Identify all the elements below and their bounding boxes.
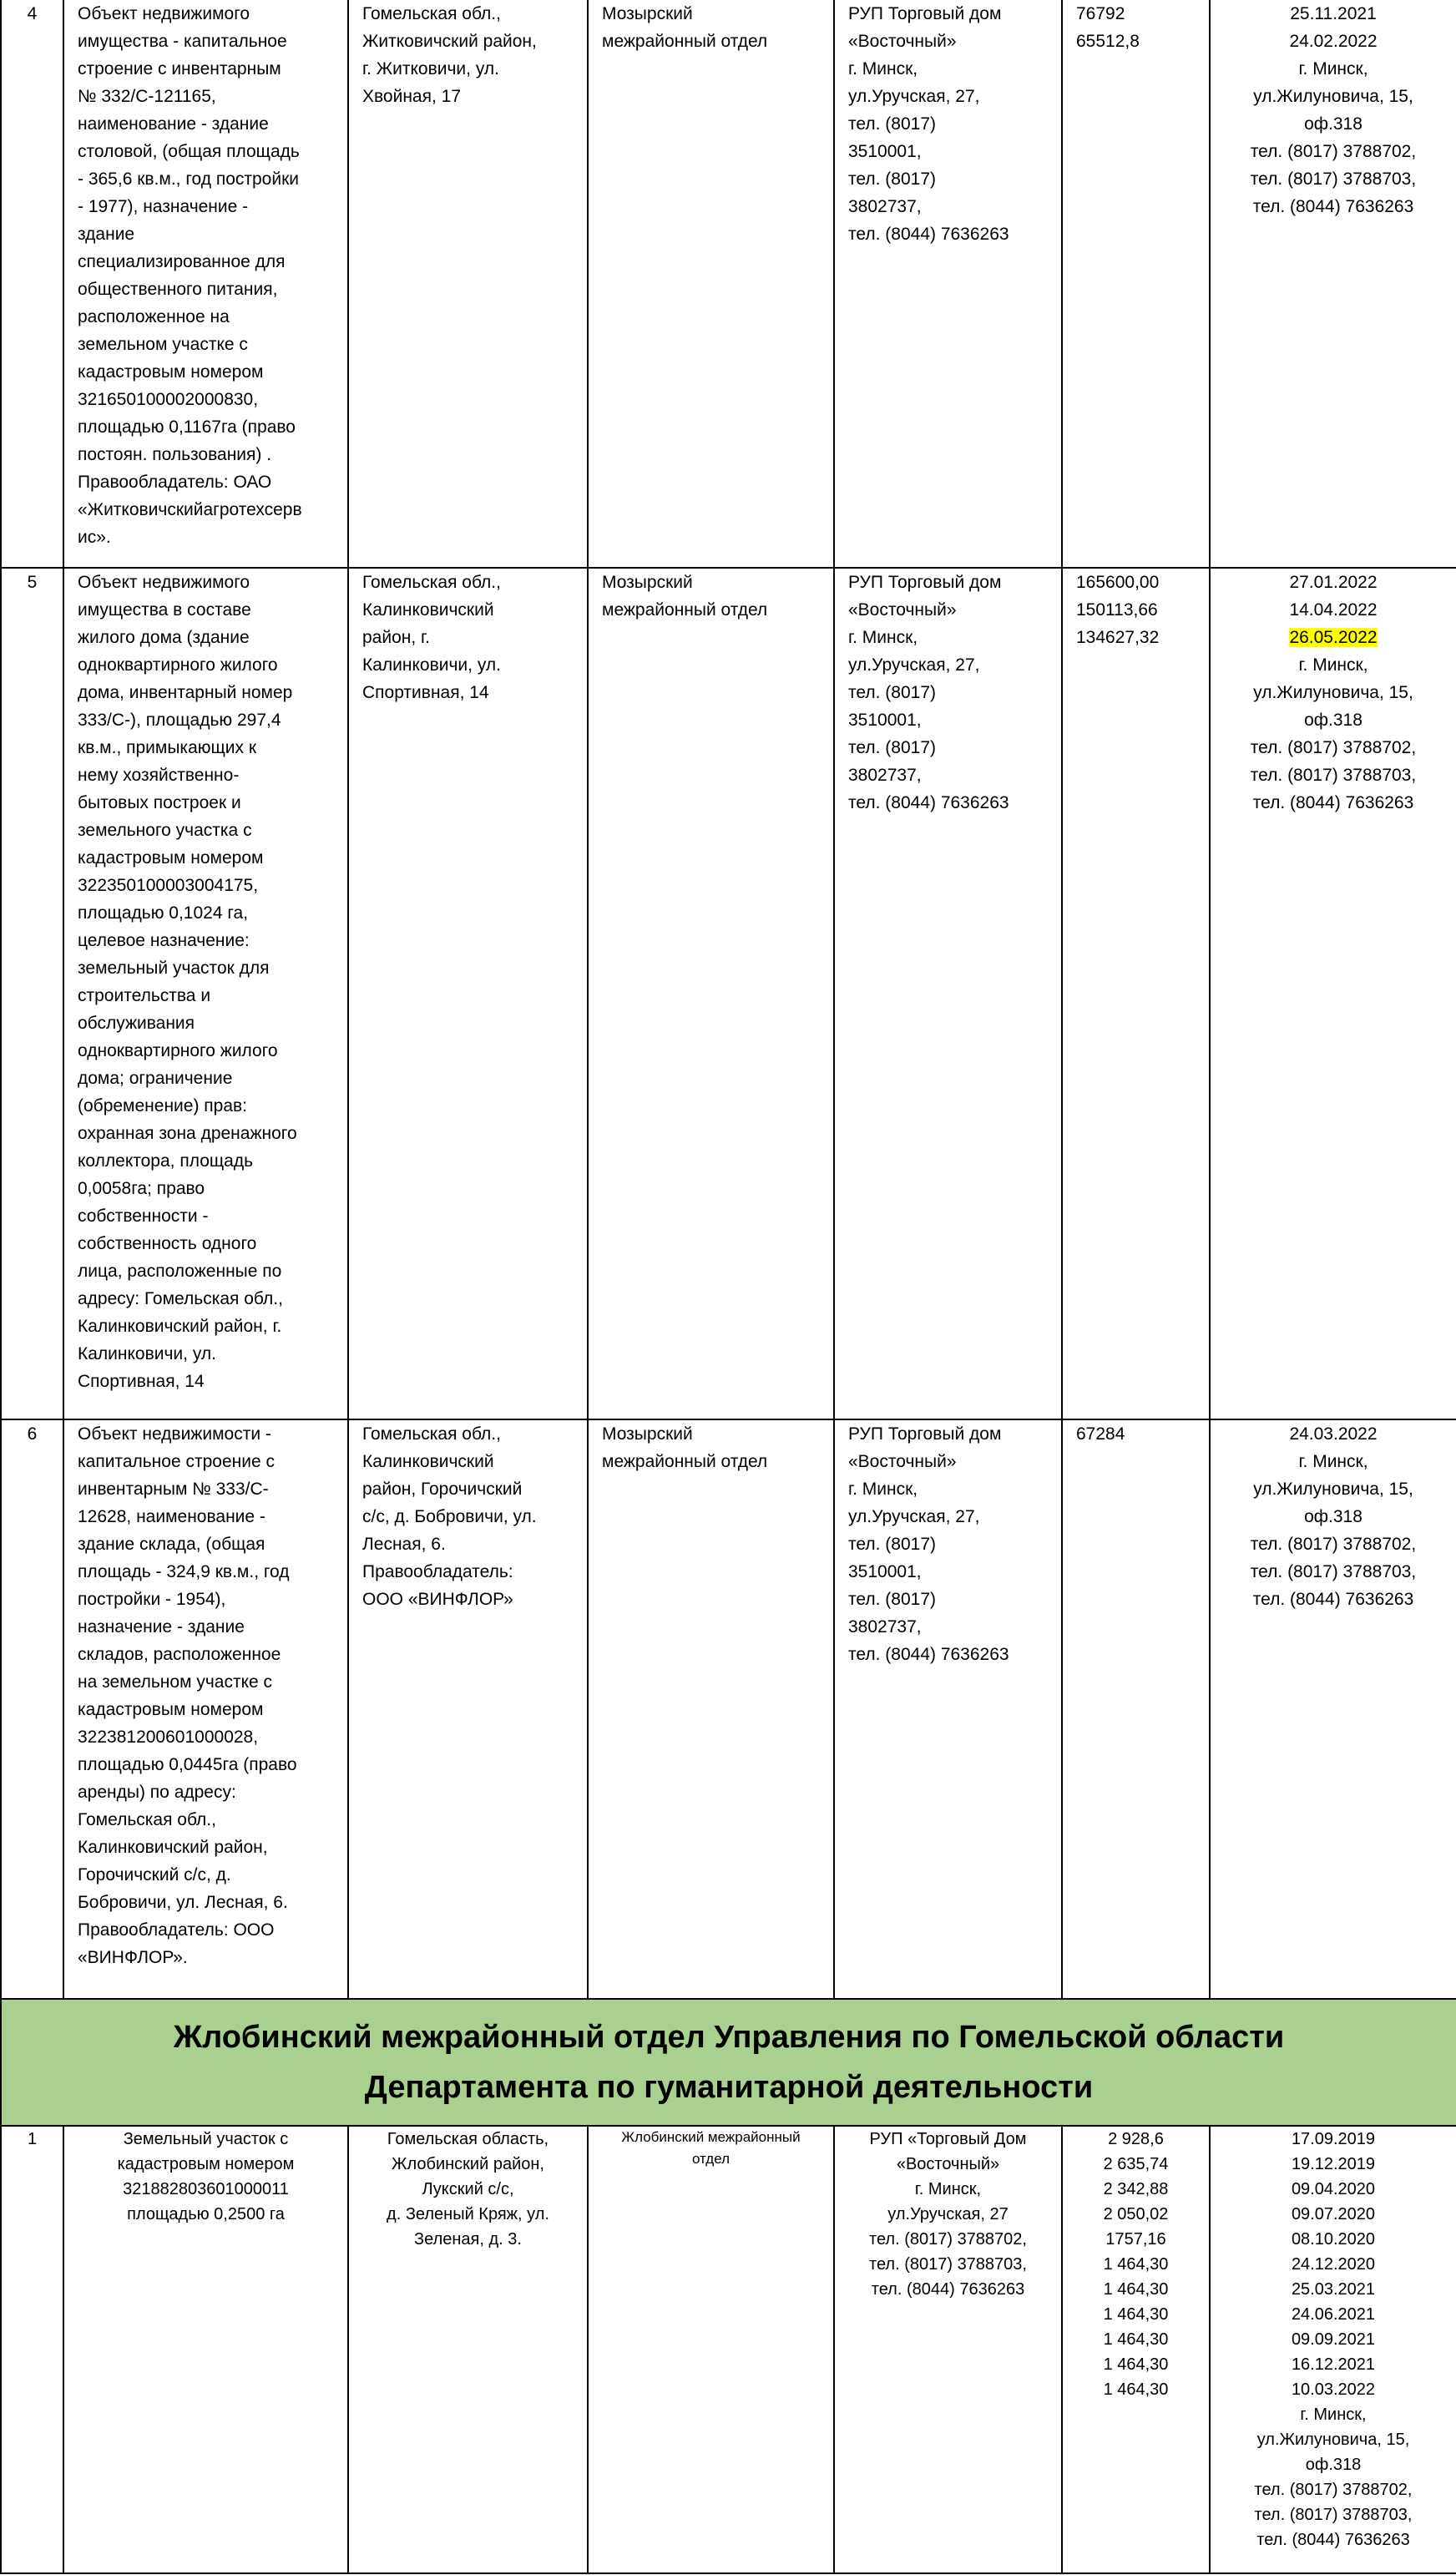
cell-line: имущества - капитальное (78, 32, 287, 51)
cell-line: расположенное на (78, 307, 230, 326)
cell-line: собственности - (78, 1207, 209, 1226)
cell-line: тел. (8017) (848, 114, 936, 134)
cell-line: 65512,8 (1076, 32, 1140, 51)
cell-line: земельного участка с (78, 821, 252, 840)
cell-line: кадастровым номером (78, 848, 264, 868)
cell-line: «Восточный» (896, 2155, 1000, 2173)
cell-line: Объект недвижимого (78, 573, 250, 592)
auction-place-line: тел. (8017) 3788703, (1250, 766, 1417, 785)
auction-place-line: тел. (8017) 3788703, (1250, 169, 1417, 189)
cell-line: земельном участке с (78, 335, 248, 354)
cell-line: бытовых построек и (78, 793, 241, 812)
cell-line: назначение - здание (78, 1617, 245, 1637)
auction-place-line: тел. (8017) 3788703, (1254, 2506, 1413, 2524)
section-header-row (1, 1999, 1456, 2126)
cell-line: на земельном участке с (78, 1672, 273, 1692)
cell-line: коллектора, площадь (78, 1151, 254, 1171)
cell-line: Мозырский (602, 573, 693, 592)
cell-line: г. Житковичи, ул. (362, 59, 499, 78)
auction-place-line: ул.Жилуновича, 15, (1253, 683, 1413, 702)
lot-location (348, 0, 588, 568)
auction-place-line: тел. (8017) 3788702, (1250, 738, 1417, 757)
auction-place-line: ул.Жилуновича, 15, (1256, 2431, 1410, 2449)
cell-line: наименование - здание (78, 114, 269, 134)
auction-date: 24.02.2022 (1289, 32, 1378, 51)
lot-number: 6 (1, 1419, 63, 1999)
cell-line: Калинковичи, ул. (78, 1344, 216, 1363)
cell-line: целевое назначение: (78, 931, 250, 950)
cell-line: «Житковичскийагротехсерв (78, 500, 302, 519)
cell-line: тел. (8017) (848, 738, 936, 757)
section-header-line1: Жлобинский межрайонный отдел Управления по Гомельской области (173, 2020, 1285, 2055)
cell-line: район, Горочичский (362, 1480, 523, 1499)
cell-line: 2 635,74 (1103, 2155, 1169, 2173)
lot-department (588, 2126, 834, 2573)
cell-line: Правообладатель: (362, 1562, 513, 1581)
section-header (1, 1999, 1456, 2126)
cell-line: 134627,32 (1076, 628, 1160, 647)
cell-line: имущества в составе (78, 600, 251, 620)
cell-line: столовой, (общая площадь (78, 142, 300, 161)
lot-organizer (834, 568, 1062, 1419)
cell-line: 76792 (1076, 4, 1125, 23)
auction-place-line: тел. (8017) 3788702, (1254, 2481, 1413, 2499)
auction-place-line: тел. (8017) 3788703, (1250, 1562, 1417, 1581)
cell-line: постройки - 1954), (78, 1590, 226, 1609)
cell-line: «Восточный» (848, 1452, 957, 1471)
cell-line: 2 050,02 (1103, 2205, 1169, 2223)
cell-line: тел. (8017) (848, 1590, 936, 1609)
cell-line: Мозырский (602, 1424, 693, 1444)
cell-line: кадастровым номером (117, 2155, 295, 2173)
auction-place-line: г. Минск, (1300, 2406, 1367, 2424)
cell-line: 165600,00 (1076, 573, 1160, 592)
cell-line: 321882803601000011 (123, 2180, 289, 2198)
auction-date: 16.12.2021 (1291, 2355, 1376, 2374)
cell-line: 322350100003004175, (78, 876, 259, 895)
cell-line: г. Минск, (914, 2180, 982, 2198)
cell-line: строение с инвентарным (78, 59, 281, 78)
cell-line: «Восточный» (848, 600, 957, 620)
cell-line: РУП Торговый дом (848, 4, 1002, 23)
lot-description (63, 0, 348, 568)
cell-line: тел. (8044) 7636263 (848, 793, 1009, 812)
cell-line: 1 464,30 (1103, 2280, 1169, 2299)
lot-location (348, 1419, 588, 1999)
auction-place-line: г. Минск, (1298, 655, 1368, 675)
cell-line: Лукский с/с, (422, 2180, 514, 2198)
cell-line: аренды) по адресу: (78, 1783, 236, 1802)
auction-date: 08.10.2020 (1291, 2230, 1376, 2249)
cell-line: г. Минск, (848, 1480, 918, 1499)
cell-line: одноквартирного жилого (78, 655, 278, 675)
cell-line: Калинковичский (362, 600, 494, 620)
auction-place-line: оф.318 (1305, 2456, 1362, 2474)
cell-line: д. Зеленый Кряж, ул. (387, 2205, 549, 2223)
cell-line: кадастровым номером (78, 362, 264, 382)
cell-line: ул.Уручская, 27 (887, 2205, 1009, 2223)
auction-place-line: ул.Жилуновича, 15, (1253, 87, 1413, 106)
cell-line: Калинковичский район, г. (78, 1317, 282, 1336)
cell-line: Житковичский район, (362, 32, 537, 51)
cell-line: нему хозяйственно- (78, 766, 240, 785)
cell-line: Гомельская обл., (78, 1810, 216, 1829)
cell-line: 3802737, (848, 1617, 922, 1637)
cell-line: 1 464,30 (1103, 2330, 1169, 2349)
auction-date (1216, 624, 1451, 651)
cell-line: район, г. (362, 628, 430, 647)
cell-line: тел. (8017) (848, 683, 936, 702)
lot-organizer (834, 1419, 1062, 1999)
lot-number: 5 (1, 568, 63, 1419)
cell-line: 67284 (1076, 1424, 1125, 1444)
cell-line: Земельный участок с (123, 2130, 289, 2148)
cell-line: площадью 0,2500 га (127, 2205, 285, 2223)
cell-line: Калинковичский район, (78, 1838, 268, 1857)
cell-line: тел. (8017) (848, 169, 936, 189)
auction-date: 24.06.2021 (1291, 2305, 1376, 2324)
cell-line: площадь - 324,9 кв.м., год (78, 1562, 290, 1581)
cell-line: лица, расположенные по (78, 1262, 282, 1281)
auction-date: 24.03.2022 (1289, 1424, 1378, 1444)
cell-line: Правообладатель: ОАО (78, 473, 272, 492)
cell-line: обслуживания (78, 1014, 195, 1033)
cell-line: ООО «ВИНФЛОР» (362, 1590, 513, 1609)
cell-line: Спортивная, 14 (362, 683, 489, 702)
cell-line: «ВИНФЛОР». (78, 1948, 188, 1967)
cell-line: Жлобинский район, (392, 2155, 544, 2173)
lot-location (348, 568, 588, 1419)
cell-line: 321650100002000830, (78, 390, 259, 409)
auction-place-line: ул.Жилуновича, 15, (1253, 1480, 1413, 1499)
cell-line: (обременение) прав: (78, 1096, 248, 1115)
auction-date: 14.04.2022 (1289, 600, 1378, 620)
cell-line: специализированное для (78, 252, 286, 271)
lot-prices (1062, 0, 1210, 568)
cell-line: ул.Уручская, 27, (848, 1507, 980, 1526)
cell-line: собственность одного (78, 1234, 257, 1253)
cell-line: Спортивная, 14 (78, 1372, 205, 1391)
table-row (1, 568, 1456, 1419)
auction-place-line: оф.318 (1304, 114, 1362, 134)
lot-description (63, 1419, 348, 1999)
cell-line: Объект недвижимого (78, 4, 250, 23)
cell-line: 322381200601000028, (78, 1728, 259, 1747)
cell-line: Жлобинский межрайонный (621, 2129, 801, 2145)
auction-date: 25.03.2021 (1291, 2280, 1376, 2299)
lot-number: 4 (1, 0, 63, 568)
lot-dates-and-place (1210, 0, 1456, 568)
cell-line: межрайонный отдел (602, 1452, 768, 1471)
cell-line: жилого дома (здание (78, 628, 250, 647)
auction-place-line: оф.318 (1304, 1507, 1362, 1526)
cell-line: тел. (8017) (848, 1535, 936, 1554)
lot-prices (1062, 568, 1210, 1419)
lot-dates-and-place (1210, 1419, 1456, 1999)
auction-date: 09.04.2020 (1291, 2180, 1376, 2198)
cell-line: Гомельская область, (387, 2130, 549, 2148)
lot-organizer (834, 2126, 1062, 2573)
cell-line: общественного питания, (78, 280, 278, 299)
cell-line: - 1977), назначение - (78, 197, 249, 216)
auction-place-line: г. Минск, (1298, 59, 1368, 78)
cell-line: ул.Уручская, 27, (848, 87, 980, 106)
auction-place-line: тел. (8017) 3788702, (1250, 1535, 1417, 1554)
lot-prices (1062, 2126, 1210, 2573)
cell-line: Правообладатель: ООО (78, 1920, 275, 1940)
cell-line: кадастровым номером (78, 1700, 264, 1719)
auction-date: 24.12.2020 (1291, 2255, 1376, 2274)
cell-line: строительства и (78, 986, 211, 1005)
cell-line: кв.м., примыкающих к (78, 738, 257, 757)
cell-line: 1 464,30 (1103, 2255, 1169, 2274)
auction-place-line: г. Минск, (1298, 1452, 1368, 1471)
cell-line: «Восточный» (848, 32, 957, 51)
cell-line: тел. (8044) 7636263 (848, 225, 1009, 244)
cell-line: ул.Уручская, 27, (848, 655, 980, 675)
cell-line: складов, расположенное (78, 1645, 281, 1664)
cell-line: площадью 0,1024 га, (78, 903, 249, 923)
cell-line: г. Минск, (848, 628, 918, 647)
lot-location (348, 2126, 588, 2573)
cell-line: дома; ограничение (78, 1069, 233, 1088)
cell-line: Бобровичи, ул. Лесная, 6. (78, 1893, 288, 1912)
auction-place-line: тел. (8044) 7636263 (1252, 1590, 1414, 1609)
auction-date: 10.03.2022 (1291, 2380, 1376, 2399)
cell-line: Объект недвижимости - (78, 1424, 271, 1444)
cell-line: земельный участок для (78, 959, 270, 978)
cell-line: отдел (691, 2151, 731, 2167)
auction-place-line: тел. (8044) 7636263 (1252, 793, 1414, 812)
cell-line: 333/С-), площадью 297,4 (78, 711, 281, 730)
cell-line: 3802737, (848, 766, 922, 785)
auction-date: 09.09.2021 (1291, 2330, 1376, 2349)
table-row (1, 1419, 1456, 1999)
table-row (1, 0, 1456, 568)
cell-line: 2 342,88 (1103, 2180, 1169, 2198)
cell-line: Калинковичи, ул. (362, 655, 501, 675)
cell-line: Хвойная, 17 (362, 87, 462, 106)
cell-line: тел. (8044) 7636263 (848, 1645, 1009, 1664)
cell-line: охранная зона дренажного (78, 1124, 297, 1143)
cell-line: г. Минск, (848, 59, 918, 78)
lot-department (588, 568, 834, 1419)
auction-date: 25.11.2021 (1290, 4, 1377, 23)
cell-line: дома, инвентарный номер (78, 683, 293, 702)
cell-line: капитальное строение с (78, 1452, 275, 1471)
cell-line: межрайонный отдел (602, 32, 768, 51)
lot-dates-and-place (1210, 2126, 1456, 2573)
cell-line: РУП «Торговый Дом (869, 2130, 1027, 2148)
cell-line: адресу: Гомельская обл., (78, 1289, 283, 1308)
cell-line: с/с, д. Бобровичи, ул. (362, 1507, 537, 1526)
cell-line: 3510001, (848, 711, 922, 730)
cell-line: Зеленая, д. 3. (414, 2230, 522, 2249)
cell-line: 1 464,30 (1103, 2380, 1169, 2399)
auction-date: 17.09.2019 (1291, 2130, 1376, 2148)
lot-number: 1 (1, 2126, 63, 2573)
auction-date: 09.07.2020 (1291, 2205, 1376, 2223)
table-row (1, 2126, 1456, 2573)
cell-line: РУП Торговый дом (848, 573, 1002, 592)
cell-line: тел. (8044) 7636263 (871, 2280, 1025, 2299)
lot-description (63, 568, 348, 1419)
cell-line: Мозырский (602, 4, 693, 23)
cell-line: Калинковичский (362, 1452, 494, 1471)
cell-line: одноквартирного жилого (78, 1041, 278, 1060)
lot-dates-and-place (1210, 568, 1456, 1419)
cell-line: 1757,16 (1105, 2230, 1166, 2249)
cell-line: 1 464,30 (1103, 2355, 1169, 2374)
cell-line: площадью 0,0445га (право (78, 1755, 297, 1774)
cell-line: Горочичский с/с, д. (78, 1865, 231, 1884)
lot-prices (1062, 1419, 1210, 1999)
lot-organizer (834, 0, 1062, 568)
cell-line: 3802737, (848, 197, 922, 216)
cell-line: Лесная, 6. (362, 1535, 446, 1554)
auction-place-line: тел. (8044) 7636263 (1256, 2531, 1410, 2549)
cell-line: № 332/С-121165, (78, 87, 216, 106)
cell-line: 3510001, (848, 1562, 922, 1581)
lot-department (588, 1419, 834, 1999)
auction-date: 27.01.2022 (1289, 573, 1378, 592)
cell-line: Гомельская обл., (362, 573, 501, 592)
cell-line: постоян. пользования) . (78, 445, 272, 464)
lot-description (63, 2126, 348, 2573)
lot-department (588, 0, 834, 568)
cell-line: Гомельская обл., (362, 4, 501, 23)
cell-line: РУП Торговый дом (848, 1424, 1002, 1444)
cell-line: 3510001, (848, 142, 922, 161)
cell-line: здание (78, 225, 135, 244)
cell-line: здание склада, (общая (78, 1535, 265, 1554)
cell-line: 150113,66 (1076, 600, 1158, 620)
auction-date: 19.12.2019 (1291, 2155, 1376, 2173)
cell-line: Гомельская обл., (362, 1424, 501, 1444)
cell-line: межрайонный отдел (602, 600, 768, 620)
auction-place-line: тел. (8017) 3788702, (1250, 142, 1417, 161)
section-header-line2: Департамента по гуманитарной деятельности (364, 2070, 1094, 2105)
auction-place-line: оф.318 (1304, 711, 1362, 730)
cell-line: инвентарным № 333/С- (78, 1480, 269, 1499)
cell-line: ис». (78, 528, 111, 547)
cell-line: площадью 0,1167га (право (78, 417, 296, 437)
cell-line: тел. (8017) 3788703, (869, 2255, 1027, 2274)
cell-line: - 365,6 кв.м., год постройки (78, 169, 300, 189)
cell-line: 1 464,30 (1103, 2305, 1169, 2324)
cell-line: 2 928,6 (1108, 2130, 1164, 2148)
cell-line: тел. (8017) 3788702, (869, 2230, 1027, 2249)
cell-line: 0,0058га; право (78, 1179, 205, 1198)
highlighted-date: 26.05.2022 (1289, 628, 1378, 647)
cell-line: 12628, наименование - (78, 1507, 265, 1526)
auction-place-line: тел. (8044) 7636263 (1252, 197, 1414, 216)
